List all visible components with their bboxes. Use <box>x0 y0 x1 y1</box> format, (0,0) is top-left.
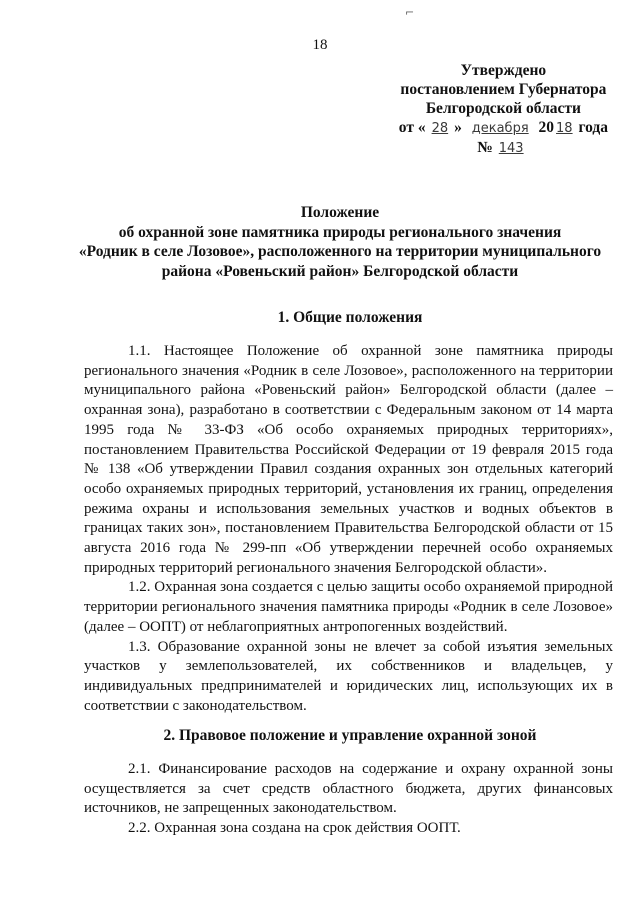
date-month: декабря <box>471 121 529 136</box>
section-2-body <box>84 760 613 839</box>
approval-stamp <box>399 61 608 158</box>
year-prefix: 20 <box>538 119 555 136</box>
date-day: 28 <box>431 121 449 136</box>
title-line-4: района «Ровеньский район» Белгородской области <box>161 262 519 280</box>
title-line-2: об охранной зоне памятника природы регионального значения <box>118 223 562 241</box>
section-1-heading: 1. Общие положения <box>277 309 423 326</box>
paragraph-2-2: 2.2. Охранная зона создана на срок действия ООПТ. <box>128 820 461 837</box>
document-number: 143 <box>498 141 524 156</box>
paragraph-1-3: 1.3. Образование охранной зоны не влечет за собой изъятия земельных участков у землепользователей, их собственников и владельцев, у индивидуальных предпринимателей и юридических лиц, использующих их в соответствии с законодательством. <box>84 638 613 714</box>
approval-line-2: постановлением Губернатора <box>400 81 607 98</box>
corner-mark-icon: ⌐ <box>405 6 415 19</box>
section-2-heading: 2. Правовое положение и управление охранной зоной <box>163 727 537 744</box>
paragraph-1-2: 1.2. Охранная зона создается с целью защиты особо охраняемой природной территории регионального значения памятника природы «Родник в селе Лозовое» (далее – ООПТ) от неблагоприятных антропогенных воздействий. <box>84 579 613 635</box>
title-line-3: «Родник в селе Лозовое», расположенного на территории муниципального <box>78 243 602 260</box>
year-word: года <box>578 119 608 136</box>
page-number: 18 <box>312 37 328 53</box>
approval-date <box>399 118 608 138</box>
number-prefix: № <box>477 139 493 156</box>
date-prefix: от « <box>398 119 426 136</box>
date-mid: » <box>454 119 462 136</box>
title-line-1: Положение <box>300 204 380 221</box>
year-suffix: 18 <box>556 121 573 136</box>
paragraph-2-1: 2.1. Финансирование расходов на содержание и охрану охранной зоны осуществляется за счет средств областного бюджета, других финансовых источников, не запрещенных законодательством. <box>84 761 613 817</box>
paragraph-1-1: 1.1. Настоящее Положение об охранной зоне памятника природы регионального значения «Родник в селе Лозовое», расположенного на территории муниципального района «Ровеньский район» Белгородской области (далее – охранная зона), разработано в соответствии с Федеральным законом от 14 марта 1995 года № 33-ФЗ «Об особо охраняемых природных территориях», постановлением Правительства Российской Федерации от 19 февраля 2015 года № 138 «Об утверждении Правил создания охранных зон отдельных категорий особо охраняемых природных территорий, установления их границ, определения режима охраны и использования земельных участков и водных объектов в границах таких зон», постановлением Правительства Белгородской области от 15 августа 2016 года № 299-пп «Об утверждении перечней особо охраняемых природных территорий регионального значения Белгородской области». <box>84 343 613 576</box>
approval-line-1: Утверждено <box>460 62 547 79</box>
approval-number <box>399 138 608 158</box>
approval-line-3: Белгородской области <box>425 100 581 117</box>
section-1-body <box>84 342 613 716</box>
document-title <box>60 203 620 281</box>
